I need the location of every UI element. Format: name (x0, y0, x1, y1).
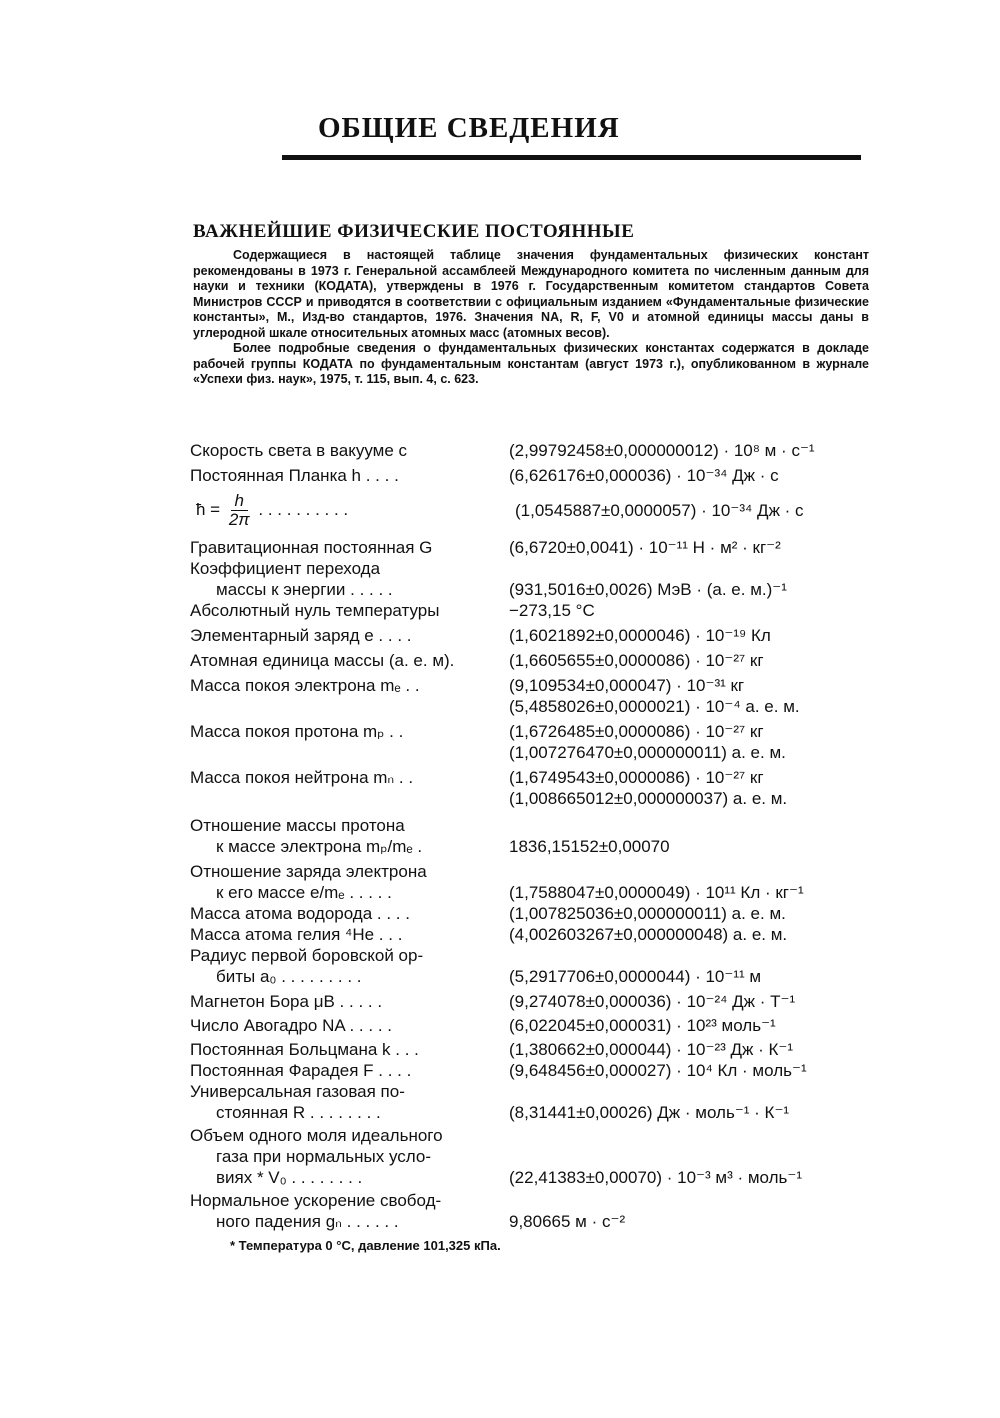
table-row (190, 861, 870, 903)
constant-name: Постоянная Планка h . . . . (190, 466, 399, 485)
constant-value: (22,41383±0,00070) · 10⁻³ м³ · моль⁻¹ (509, 1168, 803, 1187)
section-title: ВАЖНЕЙШИЕ ФИЗИЧЕСКИЕ ПОСТОЯННЫЕ (193, 221, 635, 242)
constant-value: (1,6726485±0,0000086) · 10⁻²⁷ кг (1,007276470±0,000000011) а. е. м. (509, 722, 786, 762)
constant-name: Атомная единица массы (а. е. м). (190, 651, 455, 670)
constant-value: (1,6021892±0,0000046) · 10⁻¹⁹ Кл (509, 626, 771, 645)
constant-value: (1,380662±0,000044) · 10⁻²³ Дж · К⁻¹ (509, 1040, 794, 1059)
constants-table (190, 440, 870, 1232)
constant-value: (1,0545887±0,0000057) · 10⁻³⁴ Дж · с (515, 501, 804, 520)
constant-name: Универсальная газовая по- стоянная R . . . . . . . . (190, 1082, 405, 1122)
footnote: * Температура 0 °С, давление 101,325 кПа. (230, 1238, 501, 1253)
table-row (190, 924, 870, 945)
constant-name: Абсолютный нуль температуры (190, 601, 440, 620)
table-row (190, 558, 870, 600)
table-row (190, 1125, 870, 1188)
intro-paragraph-1: Содержащиеся в настоящей таблице значения фундаментальных физических констант рекомендованы в 1973 г. Генеральной ассамблеей Международного комитета по численным данным для науки и техники (КОДАТА), утверждены в 1976 г. Государственным комитетом стандартов Совета Министров СССР и приводятся в соответствии с официальным изданием «Фундаментальные физические константы», М., Изд-во стандартов, 1976. Значения NA, R, F, V0 и атомной единицы массы даны в углеродной шкале относительных атомных масс (атомных весов). (193, 248, 869, 340)
constant-value: −273,15 °С (509, 601, 595, 620)
constant-name: Масса покоя электрона mₑ . . (190, 676, 420, 695)
constant-name: Масса атома водорода . . . . (190, 904, 410, 923)
intro-text (193, 248, 869, 388)
table-row (190, 945, 870, 987)
constant-value: (6,6720±0,0041) · 10⁻¹¹ Н · м² · кг⁻² (509, 538, 781, 557)
table-row (190, 440, 870, 461)
constant-name: Масса покоя протона mₚ . . (190, 722, 404, 741)
table-row (190, 815, 870, 857)
constant-value: 9,80665 м · с⁻² (509, 1212, 626, 1231)
constant-value: (931,5016±0,0026) МэВ · (а. е. м.)⁻¹ (509, 580, 787, 599)
table-row (190, 1081, 870, 1123)
constant-value: (8,31441±0,00026) Дж · моль⁻¹ · К⁻¹ (509, 1103, 790, 1122)
table-row (190, 1039, 870, 1060)
table-row (190, 625, 870, 646)
title-rule (282, 155, 861, 160)
constant-value: (9,109534±0,000047) · 10⁻³¹ кг (5,4858026±0,0000021) · 10⁻⁴ а. е. м. (509, 676, 800, 716)
constant-name: Отношение заряда электрона к его массе e/mₑ . . . . . (190, 862, 427, 902)
constant-value: (1,6749543±0,0000086) · 10⁻²⁷ кг (1,008665012±0,000000037) а. е. м. (509, 768, 788, 808)
constant-name: Нормальное ускорение свобод- ного падения gₙ . . . . . . (190, 1191, 442, 1231)
constant-value: (2,99792458±0,000000012) · 10⁸ м · с⁻¹ (509, 441, 815, 460)
constant-value: (9,648456±0,000027) · 10⁴ Кл · моль⁻¹ (509, 1061, 807, 1080)
hbar-fraction: $\frac{h}{2\pi}$ (228, 491, 250, 529)
intro-paragraph-2: Более подробные сведения о фундаментальных физических константах содержатся в докладе рабочей группы КОДАТА по фундаментальным константам (август 1973 г.), опубликованном в журнале «Успехи физ. наук», 1975, т. 115, вып. 4, с. 623. (193, 341, 869, 386)
constant-value: (4,002603267±0,000000048) а. е. м. (509, 925, 788, 944)
table-row (190, 675, 870, 717)
table-row (190, 492, 870, 529)
constant-value: (5,2917706±0,0000044) · 10⁻¹¹ м (509, 967, 762, 986)
constant-value: (6,022045±0,000031) · 10²³ моль⁻¹ (509, 1016, 776, 1035)
constant-name: Число Авогадро NA . . . . . (190, 1016, 392, 1035)
constant-name: Коэффициент перехода массы к энергии . . . . . (190, 559, 393, 599)
constant-name: Магнетон Бора μB . . . . . (190, 992, 383, 1011)
constant-name: Скорость света в вакууме c (190, 441, 407, 460)
constant-value: 1836,15152±0,00070 (509, 837, 670, 856)
table-row (190, 465, 870, 486)
constant-value: (1,7588047±0,0000049) · 10¹¹ Кл · кг⁻¹ (509, 883, 804, 902)
table-row (190, 1190, 870, 1232)
constant-value: (1,6605655±0,0000086) · 10⁻²⁷ кг (509, 651, 764, 670)
table-row (190, 903, 870, 924)
constant-name: Гравитационная постоянная G (190, 538, 433, 557)
page-title: ОБЩИЕ СВЕДЕНИЯ (318, 112, 620, 144)
constant-name: Элементарный заряд e . . . . (190, 626, 412, 645)
constant-name: Отношение массы протона к массе электрона mₚ/mₑ . (190, 816, 423, 856)
constant-name: Масса покоя нейтрона mₙ . . (190, 768, 414, 787)
constant-name: Объем одного моля идеального газа при нормальных усло- виях * V₀ . . . . . . . . (190, 1126, 443, 1187)
constant-value: (1,007825036±0,000000011) а. е. м. (509, 904, 786, 923)
table-row (190, 991, 870, 1012)
constant-name: Постоянная Фарадея F . . . . (190, 1061, 412, 1080)
constant-name: Масса атома гелия ⁴He . . . (190, 925, 403, 944)
table-row (190, 600, 870, 621)
constant-value: (6,626176±0,000036) · 10⁻³⁴ Дж · с (509, 466, 779, 485)
table-row (190, 721, 870, 763)
constant-value: (9,274078±0,000036) · 10⁻²⁴ Дж · Т⁻¹ (509, 992, 796, 1011)
constant-name: ħ = $\frac{h}{2\pi}$ . . . . . . . . . . (196, 491, 349, 529)
table-row (190, 1060, 870, 1081)
table-row (190, 537, 870, 558)
table-row (190, 1015, 870, 1036)
constant-name: Радиус первой боровской ор- биты a₀ . . . . . . . . . (190, 946, 424, 986)
table-row (190, 650, 870, 671)
constant-name: Постоянная Больцмана k . . . (190, 1040, 419, 1059)
table-row (190, 767, 870, 809)
